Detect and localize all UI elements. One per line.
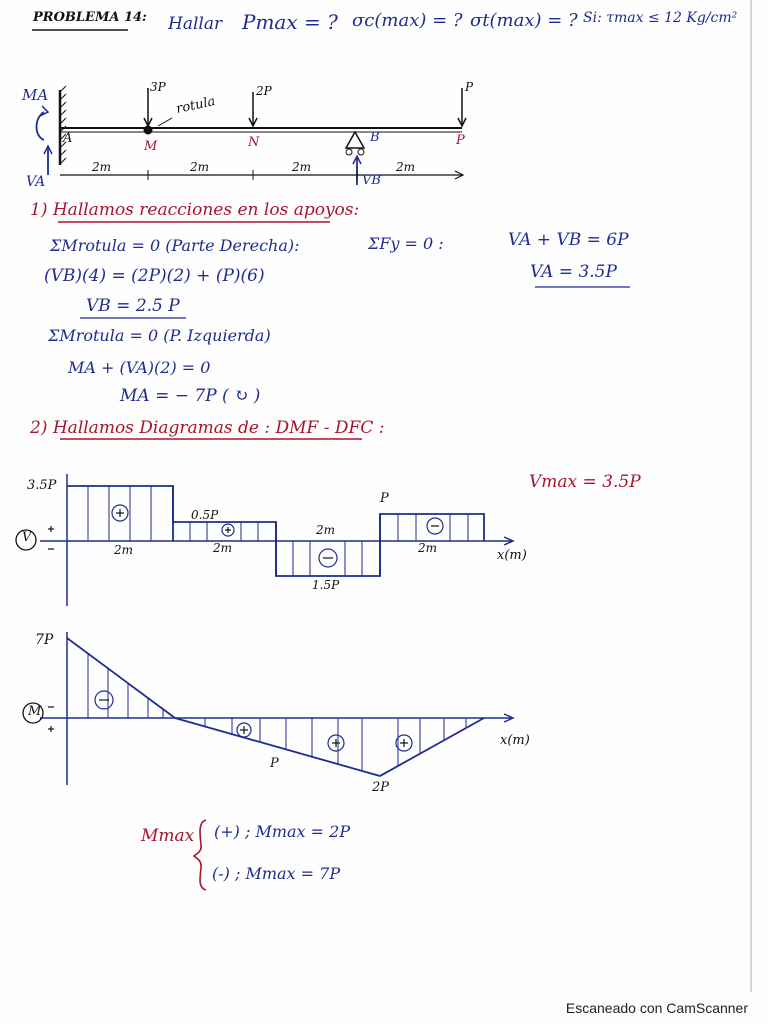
moment-signs <box>48 700 408 747</box>
shear-span-1: 2m <box>114 543 134 557</box>
shear-diagram <box>40 474 513 606</box>
moment-value-p: P <box>270 756 279 771</box>
label-b: B <box>370 130 380 145</box>
load-3p: 3P <box>150 80 166 94</box>
sigma-c-question: σc(max) = ? <box>352 10 463 31</box>
shear-condition: Si: τmax ≤ 12 Kg/cm² <box>583 10 738 26</box>
shear-value-1-5p: 1.5P <box>312 578 340 592</box>
label-n: N <box>248 135 260 150</box>
step1-line-3: VB = 2.5 P <box>86 296 180 316</box>
roller-support <box>346 132 364 148</box>
moment-negative-line <box>67 638 175 718</box>
load-2p: 2P <box>256 84 272 98</box>
step1-line-1: ΣMrotula = 0 (Parte Derecha): <box>50 236 300 255</box>
span-1: 2m <box>92 160 112 174</box>
shear-value-p: P <box>380 491 389 506</box>
span-3: 2m <box>292 160 312 174</box>
label-m: M <box>144 139 158 154</box>
shear-span-4: 2m <box>418 541 438 555</box>
shear-x-label: x(m) <box>497 548 527 563</box>
scanner-watermark: Escaneado con CamScanner <box>565 1000 748 1016</box>
mmax-negative: (-) ; Mmax = 7P <box>212 864 341 883</box>
pmax-question: Pmax = ? <box>242 10 338 34</box>
shear-value-3-5p: 3.5P <box>27 478 57 493</box>
moment-axis-letter: M <box>28 704 42 719</box>
moment-x-label: x(m) <box>500 733 530 748</box>
vmax-result: Vmax = 3.5P <box>529 472 641 492</box>
step1-line-2: (VB)(4) = (2P)(2) + (P)(6) <box>44 266 265 286</box>
label-va: VA <box>26 174 46 190</box>
label-vb: VB <box>362 173 381 188</box>
label-ma: MA <box>22 86 49 104</box>
sigma-t-question: σt(max) = ? <box>470 10 578 31</box>
step1-heading: 1) Hallamos reacciones en los apoyos: <box>30 200 360 220</box>
step1-line-4: ΣMrotula = 0 (P. Izquierda) <box>48 326 271 345</box>
label-a: A <box>63 131 73 146</box>
load-p: P <box>465 80 474 94</box>
moment-value-7p: 7P <box>35 632 54 648</box>
shear-span-3: 2m <box>316 523 336 537</box>
mmax-brace <box>194 820 206 890</box>
shear-axis-letter: V <box>22 530 32 545</box>
label-rotula: rotula <box>174 94 217 117</box>
span-2: 2m <box>190 160 210 174</box>
mmax-label: Mmax <box>141 826 195 846</box>
find-label: Hallar <box>168 14 223 34</box>
moment-value-2p: 2P <box>372 780 390 795</box>
sum-va-vb: VA + VB = 6P <box>508 230 629 250</box>
step2-heading: 2) Hallamos Diagramas de : DMF - DFC : <box>30 418 385 438</box>
problem-number: PROBLEMA 14: <box>33 10 147 25</box>
mmax-positive: (+) ; Mmax = 2P <box>214 822 351 841</box>
va-result: VA = 3.5P <box>530 262 617 282</box>
shear-value-0-5p: 0.5P <box>191 508 219 522</box>
label-p-end: P <box>456 133 465 148</box>
step1-line-6: MA = − 7P ( ↻ ) <box>120 386 261 406</box>
sum-fy: ΣFy = 0 : <box>368 234 444 253</box>
span-4: 2m <box>396 160 416 174</box>
shear-span-2: 2m <box>213 541 233 555</box>
step1-line-5: MA + (VA)(2) = 0 <box>68 358 211 377</box>
